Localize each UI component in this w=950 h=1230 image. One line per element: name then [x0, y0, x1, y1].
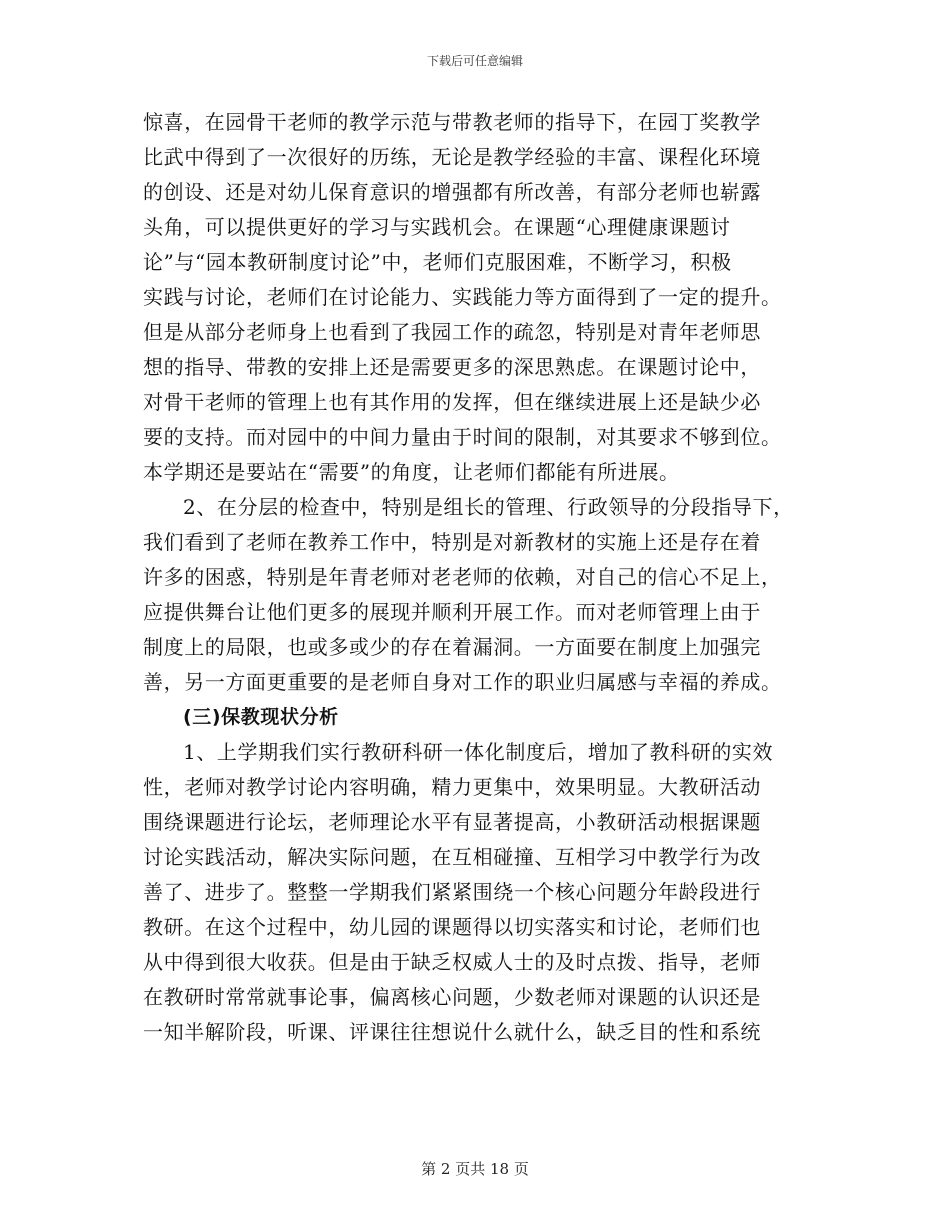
- paragraph-line: 许多的困惑，特别是年青老师对老老师的依赖，对自己的信心不足上，: [143, 565, 782, 589]
- paragraph-line: 一知半解阶段，听课、评课往往想说什么就什么，缺乏目的性和系统: [143, 1020, 761, 1044]
- paragraph-line: 我们看到了老师在教养工作中，特别是对新教材的实施上还是存在着: [143, 530, 761, 554]
- paragraph-line: 性，老师对教学讨论内容明确，精力更集中，效果明显。大教研活动: [143, 775, 761, 799]
- paragraph-line: 对骨干老师的管理上也有其作用的发挥，但在继续进展上还是缺少必: [143, 390, 761, 414]
- paragraph-line: 想的指导、带教的安排上还是需要更多的深思熟虑。在课题讨论中，: [143, 355, 761, 379]
- paragraph-line: 论”与“园本教研制度讨论”中，老师们克服困难，不断学习，积极: [143, 250, 732, 274]
- paragraph-line: 但是从部分老师身上也看到了我园工作的疏忽，特别是对青年老师思: [143, 320, 761, 344]
- section-heading: (三)保教现状分析: [183, 706, 339, 728]
- paragraph-line: 的创设、还是对幼儿保育意识的增强都有所改善，有部分老师也崭露: [143, 180, 761, 204]
- paragraph-line: 实践与讨论，老师们在讨论能力、实践能力等方面得到了一定的提升。: [143, 285, 782, 309]
- paragraph-line: 头角，可以提供更好的学习与实践机会。在课题“心理健康课题讨: [143, 215, 731, 239]
- paragraph-line: 讨论实践活动，解决实际问题，在互相碰撞、互相学习中教学行为改: [143, 845, 761, 869]
- document-body: [143, 105, 823, 1050]
- page-header: 下载后可任意编辑: [426, 54, 523, 68]
- page-number-footer: 第 2 页共 18 页: [421, 1160, 529, 1178]
- paragraph-line: 本学期还是要站在“需要”的角度，让老师们都能有所进展。: [143, 460, 680, 484]
- paragraph-line: 1、上学期我们实行教研科研一体化制度后，增加了教科研的实效: [183, 740, 774, 764]
- paragraph-line: 围绕课题进行论坛，老师理论水平有显著提高，小教研活动根据课题: [143, 810, 761, 834]
- paragraph-line: 2、在分层的检查中，特别是组长的管理、行政领导的分段指导下，: [183, 495, 794, 519]
- paragraph-line: 教研。在这个过程中，幼儿园的课题得以切实落实和讨论，老师们也: [143, 915, 761, 939]
- paragraph-line: 在教研时常常就事论事，偏离核心问题，少数老师对课题的认识还是: [143, 985, 761, 1009]
- paragraph-line: 要的支持。而对园中的中间力量由于时间的限制，对其要求不够到位。: [143, 425, 782, 449]
- paragraph-line: 制度上的局限，也或多或少的存在着漏洞。一方面要在制度上加强完: [143, 635, 761, 659]
- paragraph-line: 比武中得到了一次很好的历练，无论是教学经验的丰富、课程化环境: [143, 145, 761, 169]
- paragraph-line: 善，另一方面更重要的是老师自身对工作的职业归属感与幸福的养成。: [143, 670, 782, 694]
- paragraph-line: 从中得到很大收获。但是由于缺乏权威人士的及时点拨、指导，老师: [143, 950, 761, 974]
- paragraph-line: 应提供舞台让他们更多的展现并顺利开展工作。而对老师管理上由于: [143, 600, 761, 624]
- paragraph-line: 惊喜，在园骨干老师的教学示范与带教老师的指导下，在园丁奖教学: [143, 110, 761, 134]
- paragraph-line: 善了、进步了。整整一学期我们紧紧围绕一个核心问题分年龄段进行: [143, 880, 761, 904]
